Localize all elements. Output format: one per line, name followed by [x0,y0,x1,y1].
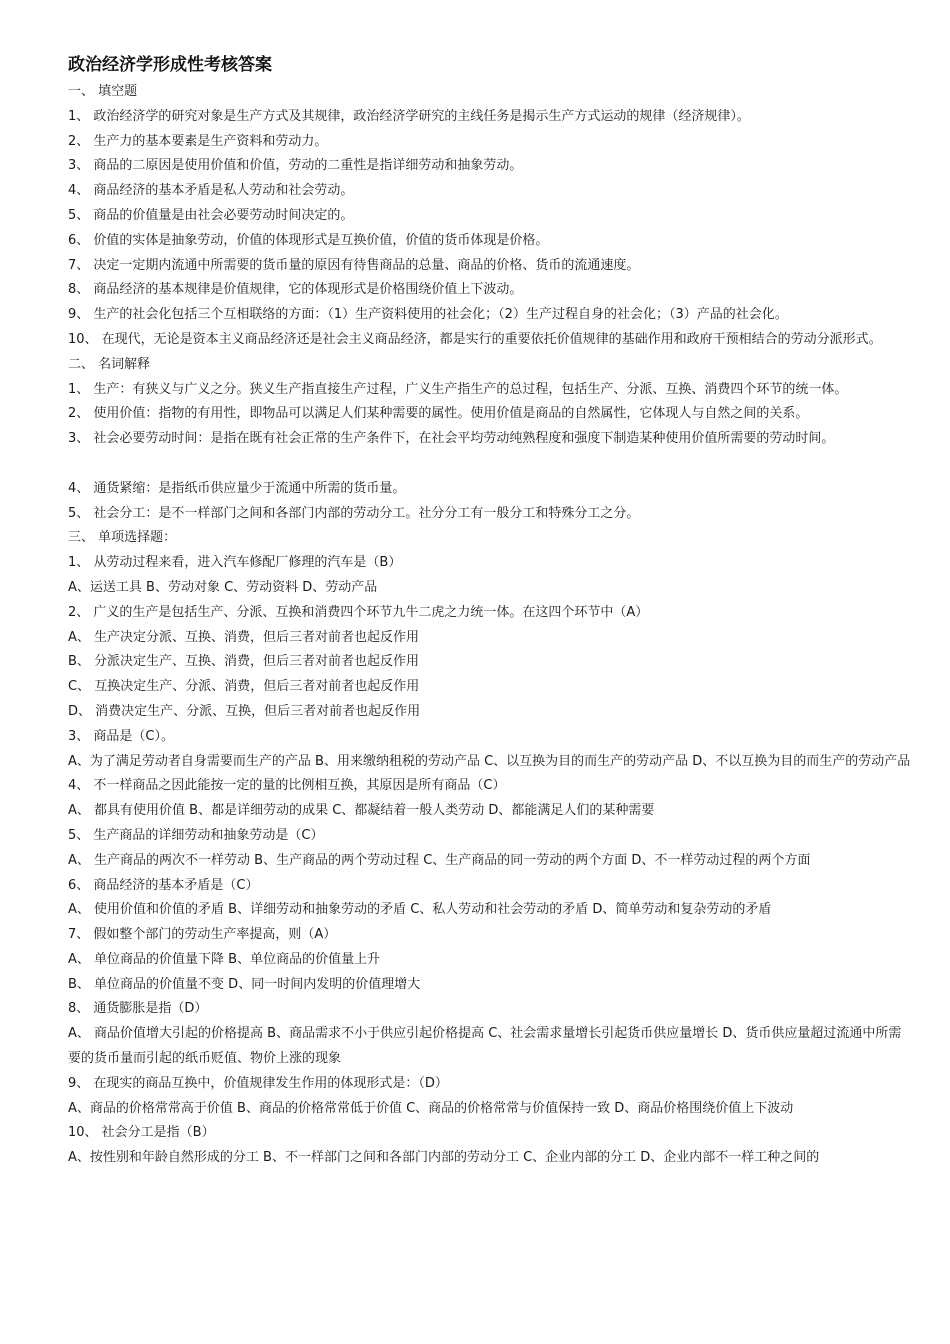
text-line: 6、 价值的实体是抽象劳动，价值的体现形式是互换价值，价值的货币体现是价格。 [68,232,549,248]
text-line: 10、 在现代，无论是资本主义商品经济还是社会主义商品经济，都是实行的重要依托价值规律的基础作用和政府干预相结合的劳动分派形式。 [68,331,882,347]
text-line: B、 单位商品的价值量不变 D、同一时间内发明的价值理增大 [68,976,421,992]
text-line: 1、 从劳动过程来看，进入汽车修配厂修理的汽车是（B） [68,555,402,571]
text-line: C、 互换决定生产、分派、消费，但后三者对前者也起反作用 [68,679,420,695]
text-line: D、 消费决定生产、分派、互换，但后三者对前者也起反作用 [68,703,421,719]
text-line: 3、 商品的二原因是使用价值和价值，劳动的二重性是指详细劳动和抽象劳动。 [68,158,523,174]
text-line: 1、 政治经济学的研究对象是生产方式及其规律，政治经济学研究的主线任务是揭示生产方式运动的规律（经济规律）。 [68,108,750,124]
text-line: 9、 在现实的商品互换中，价值规律发生作用的体现形式是：（D） [68,1075,448,1091]
text-line: A、 使用价值和价值的矛盾 B、详细劳动和抽象劳动的矛盾 C、私人劳动和社会劳动的矛盾 D、简单劳动和复杂劳动的矛盾 [68,902,772,918]
text-line: 1、 生产：有狭义与广义之分。狭义生产指直接生产过程，广义生产指生产的总过程，包括生产、分派、互换、消费四个环节的统一体。 [68,381,848,397]
text-line: 2、 生产力的基本要素是生产资料和劳动力。 [68,133,328,149]
text-line: 4、 不一样商品之因此能按一定的量的比例相互换，其原因是所有商品（C） [68,778,506,794]
blank-line [68,452,913,477]
text-line: 8、 商品经济的基本规律是价值规律，它的体现形式是价格围绕价值上下波动。 [68,282,523,298]
text-line: A、商品的价格常常高于价值 B、商品的价格常常低于价值 C、商品的价格常常与价值保持一致 D、商品价格围绕价值上下波动 [68,1100,794,1116]
text-line: A、运送工具 B、劳动对象 C、劳动资料 D、劳动产品 [68,579,378,595]
text-line: 5、 社会分工：是不一样部门之间和各部门内部的劳动分工。社分分工有一般分工和特殊分工之分。 [68,505,640,521]
document-page [68,52,913,1171]
text-line: B、 分派决定生产、互换、消费，但后三者对前者也起反作用 [68,654,420,670]
document-title: 政治经济学形成性考核答案 [68,55,272,75]
text-line: A、为了满足劳动者自身需要而生产的产品 B、用来缴纳租税的劳动产品 C、以互换为目的而生产的劳动产品 D、不以互换为目的而生产的劳动产品 [68,753,911,769]
text-line: 2、 使用价值：指物的有用性，即物品可以满足人们某种需要的属性。使用价值是商品的自然属性，它体现人与自然之间的关系。 [68,406,809,422]
text-line: 一、 填空题 [68,84,138,99]
text-line: 3、 商品是（C）。 [68,728,174,744]
document-body [68,80,913,1171]
text-line: 9、 生产的社会化包括三个互相联络的方面：（1）生产资料使用的社会化；（2）生产过程自身的社会化；（3）产品的社会化。 [68,307,788,323]
text-line: 7、 决定一定期内流通中所需要的货币量的原因有待售商品的总量、商品的价格、货币的流通速度。 [68,257,640,273]
text-line: A、 单位商品的价值量下降 B、单位商品的价值量上升 [68,951,381,967]
text-line: 4、 通货紧缩：是指纸币供应量少于流通中所需的货币量。 [68,480,406,496]
text-line: A、 都具有使用价值 B、都是详细劳动的成果 C、都凝结着一般人类劳动 D、都能满足人们的某种需要 [68,803,655,819]
text-line: A、 生产商品的两次不一样劳动 B、生产商品的两个劳动过程 C、生产商品的同一劳动的两个方面 D、不一样劳动过程的两个方面 [68,852,811,868]
text-line: 3、 社会必要劳动时间：是指在既有社会正常的生产条件下，在社会平均劳动纯熟程度和强度下制造某种使用价值所需要的劳动时间。 [68,431,835,447]
text-line: A、 生产决定分派、互换、消费，但后三者对前者也起反作用 [68,629,420,645]
text-line: 二、 名词解释 [68,356,151,372]
text-line: 8、 通货膨胀是指（D） [68,1001,208,1017]
text-line: A、按性别和年龄自然形成的分工 B、不一样部门之间和各部门内部的劳动分工 C、企业内部的分工 D、企业内部不一样工种之间的 [68,1150,820,1166]
text-line: 2、 广义的生产是包括生产、分派、互换和消费四个环节九牛二虎之力统一体。在这四个环节中（A） [68,604,649,620]
text-line: 6、 商品经济的基本矛盾是（C） [68,877,259,893]
text-line: 5、 商品的价值量是由社会必要劳动时间决定的。 [68,207,354,223]
text-line: 7、 假如整个部门的劳动生产率提高，则（A） [68,927,337,943]
text-line: 三、 单项选择题： [68,530,177,546]
text-line: 5、 生产商品的详细劳动和抽象劳动是（C） [68,827,324,843]
text-line: A、 商品价值增大引起的价格提高 B、商品需求不小于供应引起价格提高 C、社会需求量增长引起货币供应量增长 D、货币供应量超过流通中所需要的货币量而引起的纸币贬值、物价上涨的现象 [68,1026,902,1067]
text-line: 10、 社会分工是指（B） [68,1125,215,1141]
text-line: 4、 商品经济的基本矛盾是私人劳动和社会劳动。 [68,183,354,199]
